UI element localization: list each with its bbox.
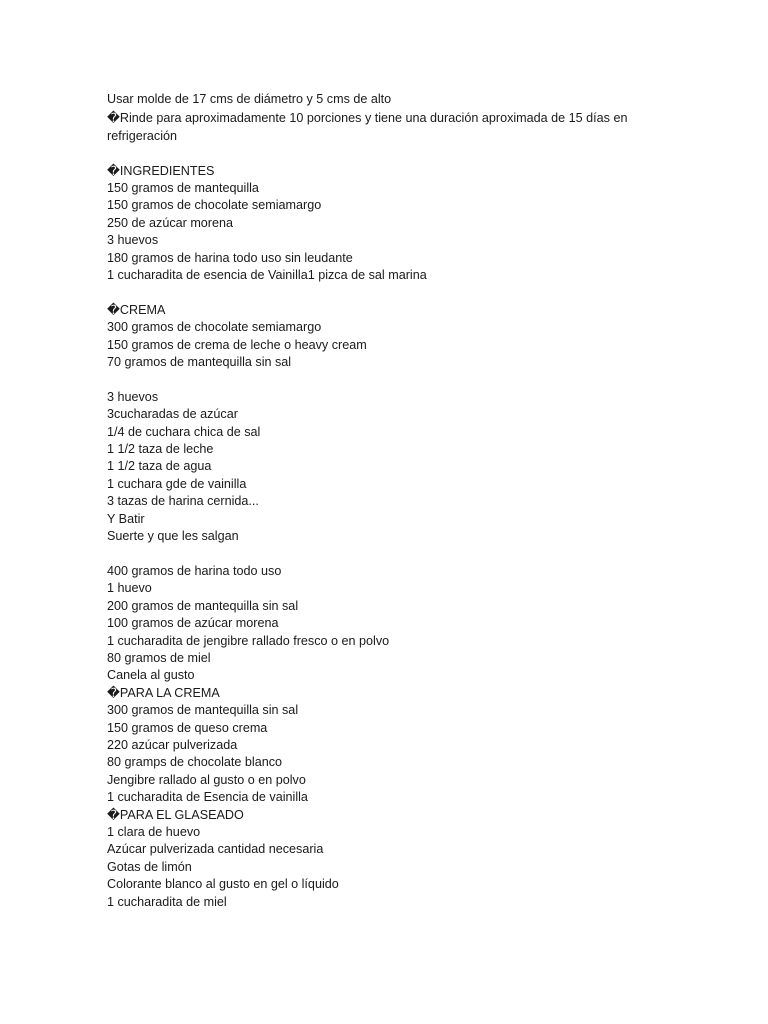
list-item: Suerte y que les salgan	[107, 529, 239, 544]
list-item: 150 gramos de mantequilla	[107, 181, 259, 196]
list-item: 300 gramos de chocolate semiamargo	[107, 320, 322, 335]
list-item: 200 gramos de mantequilla sin sal	[107, 598, 299, 613]
list-item: 220 azúcar pulverizada	[107, 737, 238, 752]
crema-section	[107, 302, 647, 372]
section-heading: �CREMA	[107, 302, 166, 317]
dough-section	[107, 563, 647, 685]
list-item: 300 gramos de mantequilla sin sal	[107, 703, 299, 718]
batter-section	[107, 389, 647, 546]
list-item: 1 cucharadita de jengibre rallado fresco o en polvo	[107, 633, 390, 648]
list-item: 400 gramos de harina todo uso	[107, 563, 282, 578]
intro-line: �Rinde para aproximadamente 10 porciones y tiene una duración aproximada de 15 días en refrigeración	[107, 111, 631, 143]
list-item: 1 cuchara gde de vainilla	[107, 476, 247, 491]
list-item: 70 gramos de mantequilla sin sal	[107, 355, 292, 370]
list-item: 1 cucharadita de Esencia de vainilla	[107, 790, 308, 805]
list-item: 3cucharadas de azúcar	[107, 407, 238, 422]
list-item: Y Batir	[107, 511, 145, 526]
list-item: 1 1/2 taza de leche	[107, 442, 214, 457]
list-item: 150 gramos de queso crema	[107, 720, 268, 735]
para-el-glaseado-section	[107, 807, 647, 911]
intro-line: Usar molde de 17 cms de diámetro y 5 cms de alto	[107, 92, 392, 106]
section-heading: �INGREDIENTES	[107, 163, 215, 178]
list-item: 3 huevos	[107, 389, 159, 404]
list-item: Jengibre rallado al gusto o en polvo	[107, 772, 306, 787]
section-heading: �PARA LA CREMA	[107, 685, 220, 700]
ingredientes-section	[107, 163, 647, 285]
list-item: 80 gramps de chocolate blanco	[107, 755, 283, 770]
list-item: 100 gramos de azúcar morena	[107, 616, 279, 631]
list-item: 1 1/2 taza de agua	[107, 459, 212, 474]
list-item: 1/4 de cuchara chica de sal	[107, 424, 261, 439]
recipe-document	[107, 91, 647, 911]
list-item: 3 tazas de harina cernida...	[107, 494, 259, 509]
list-item: 150 gramos de chocolate semiamargo	[107, 198, 322, 213]
list-item: Azúcar pulverizada cantidad necesaria	[107, 842, 324, 857]
list-item: 80 gramos de miel	[107, 650, 211, 665]
list-item: Colorante blanco al gusto en gel o líquido	[107, 877, 339, 892]
list-item: 1 cucharadita de esencia de Vainilla1 pizca de sal marina	[107, 268, 427, 283]
list-item: 180 gramos de harina todo uso sin leudante	[107, 250, 353, 265]
para-la-crema-section	[107, 685, 647, 807]
intro-section	[107, 91, 647, 145]
list-item: 3 huevos	[107, 233, 159, 248]
list-item: 150 gramos de crema de leche o heavy cream	[107, 337, 367, 352]
list-item: Canela al gusto	[107, 668, 195, 683]
list-item: 1 clara de huevo	[107, 825, 201, 839]
list-item: Gotas de limón	[107, 859, 192, 874]
list-item: 1 huevo	[107, 581, 152, 596]
section-heading: �PARA EL GLASEADO	[107, 807, 244, 822]
list-item: 250 de azúcar morena	[107, 215, 234, 230]
list-item: 1 cucharadita de miel	[107, 894, 227, 909]
